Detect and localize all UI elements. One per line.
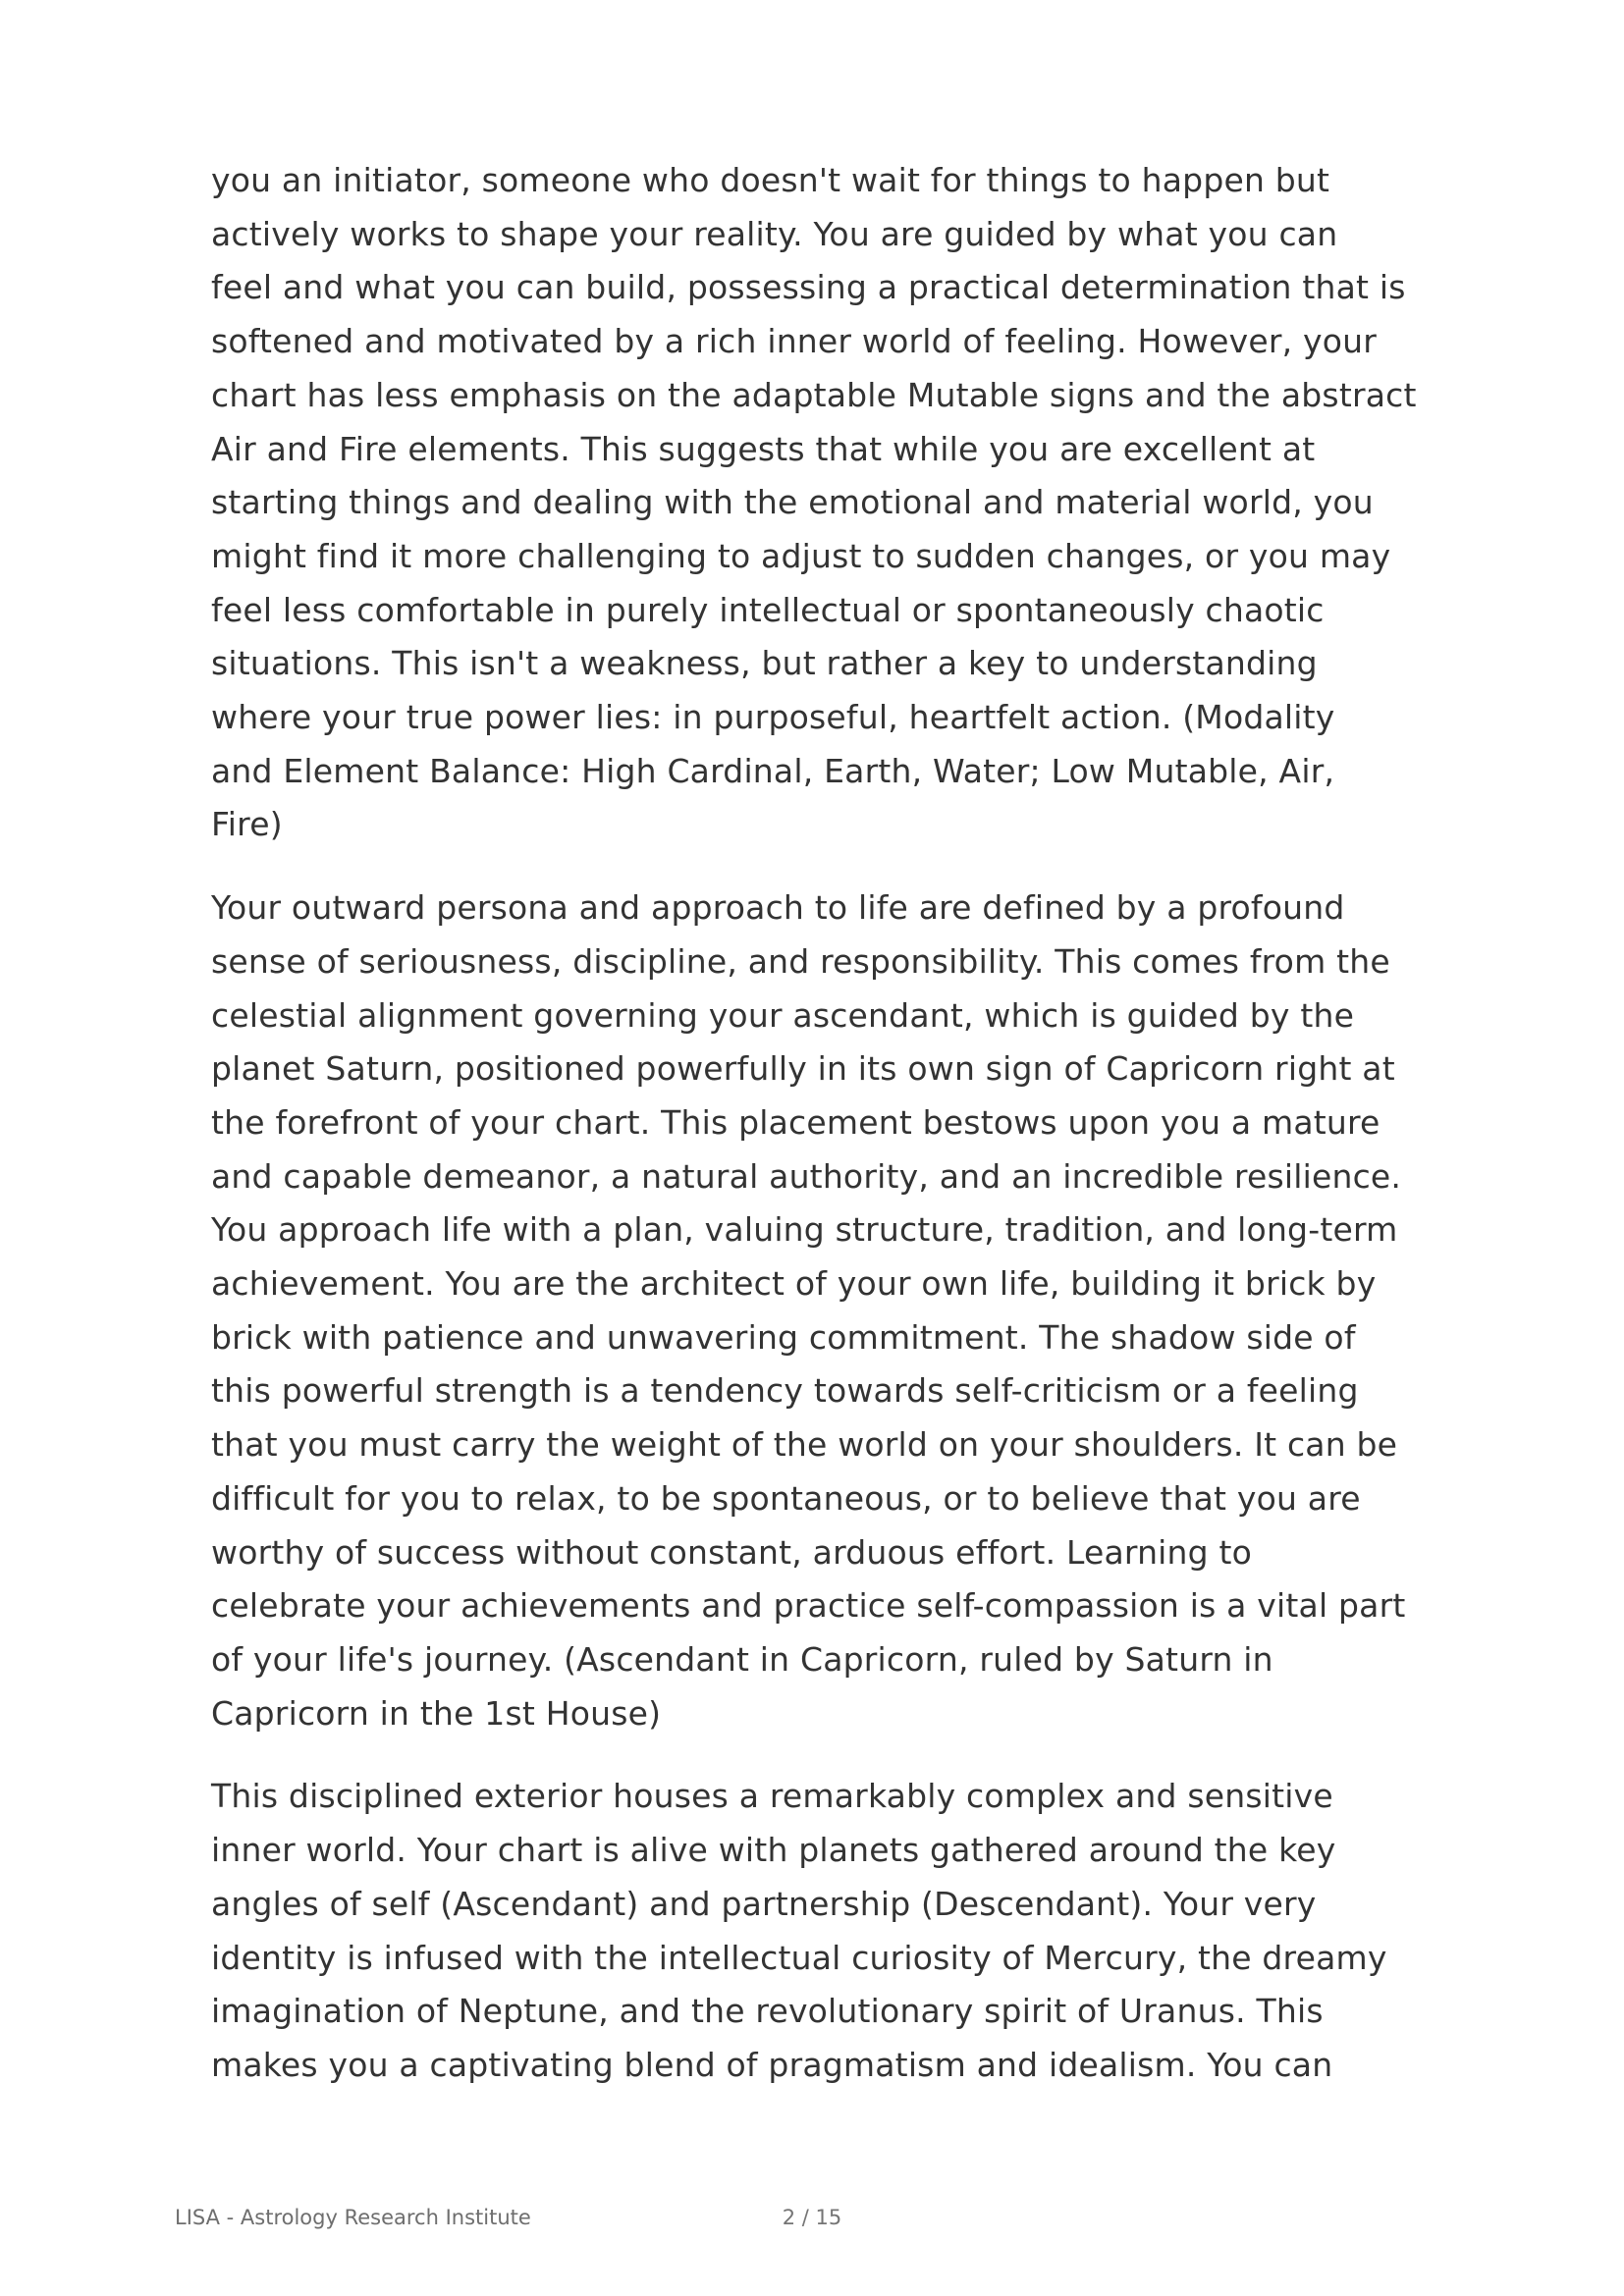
paragraph-ascendant-capricorn <box>211 881 1478 1740</box>
report-body <box>211 154 1478 2122</box>
paragraph-modality-element-balance <box>211 154 1478 852</box>
text-line: This disciplined exterior houses a remarkably complex and sensitive <box>211 1777 1333 1816</box>
text-line: imagination of Neptune, and the revolutionary spirit of Uranus. This <box>211 1992 1324 2031</box>
text-line: Your outward persona and approach to life are defined by a profound <box>211 888 1345 928</box>
text-line: difficult for you to relax, to be spontaneous, or to believe that you are <box>211 1478 1361 1518</box>
text-line: starting things and dealing with the emotional and material world, you <box>211 483 1374 522</box>
text-line: celestial alignment governing your ascendant, which is guided by the <box>211 995 1355 1035</box>
text-line: you an initiator, someone who doesn't wait for things to happen but <box>211 161 1330 199</box>
page-footer <box>0 2206 1624 2231</box>
footer-brand-text: LISA - Astrology Research Institute <box>175 2206 531 2229</box>
text-line: feel and what you can build, possessing a practical determination that is <box>211 268 1406 307</box>
text-line: where your true power lies: in purposeful, heartfelt action. (Modality <box>211 698 1335 737</box>
text-line: situations. This isn't a weakness, but rather a key to understanding <box>211 644 1318 683</box>
text-line: actively works to shape your reality. You are guided by what you can <box>211 214 1338 253</box>
paragraph-inner-world <box>211 1770 1478 2092</box>
text-line: makes you a captivating blend of pragmatism and idealism. You can <box>211 2045 1333 2084</box>
text-line: Capricorn in the 1st House) <box>211 1693 662 1733</box>
text-line: brick with patience and unwavering commitment. The shadow side of <box>211 1317 1356 1357</box>
text-line: that you must carry the weight of the world on your shoulders. It can be <box>211 1425 1398 1465</box>
text-line: You approach life with a plan, valuing structure, tradition, and long-term <box>211 1210 1398 1250</box>
text-line: the forefront of your chart. This placement bestows upon you a mature <box>211 1102 1380 1142</box>
text-line: of your life's journey. (Ascendant in Capricorn, ruled by Saturn in <box>211 1639 1273 1679</box>
text-line: celebrate your achievements and practice self-compassion is a vital part <box>211 1586 1406 1626</box>
text-line: angles of self (Ascendant) and partnership (Descendant). Your very <box>211 1884 1317 1923</box>
text-line: worthy of success without constant, arduous effort. Learning to <box>211 1532 1253 1572</box>
text-line: Fire) <box>211 805 283 844</box>
text-line: this powerful strength is a tendency towards self-criticism or a feeling <box>211 1371 1359 1411</box>
text-line: might find it more challenging to adjust to sudden changes, or you may <box>211 536 1391 575</box>
text-line: softened and motivated by a rich inner world of feeling. However, your <box>211 322 1378 361</box>
text-line: Air and Fire elements. This suggests that while you are excellent at <box>211 429 1316 468</box>
text-line: and capable demeanor, a natural authority, and an incredible resilience. <box>211 1156 1402 1196</box>
text-line: planet Saturn, positioned powerfully in its own sign of Capricorn right at <box>211 1049 1395 1089</box>
text-line: feel less comfortable in purely intellectual or spontaneously chaotic <box>211 590 1325 629</box>
text-line: chart has less emphasis on the adaptable Mutable signs and the abstract <box>211 375 1417 414</box>
text-line: achievement. You are the architect of your own life, building it brick by <box>211 1264 1377 1304</box>
page-number-indicator: 2 / 15 <box>782 2206 842 2229</box>
text-line: inner world. Your chart is alive with planets gathered around the key <box>211 1831 1336 1870</box>
text-line: and Element Balance: High Cardinal, Earth, Water; Low Mutable, Air, <box>211 751 1335 790</box>
text-line: identity is infused with the intellectual curiosity of Mercury, the dreamy <box>211 1938 1387 1977</box>
text-line: sense of seriousness, discipline, and responsibility. This comes from the <box>211 941 1390 981</box>
